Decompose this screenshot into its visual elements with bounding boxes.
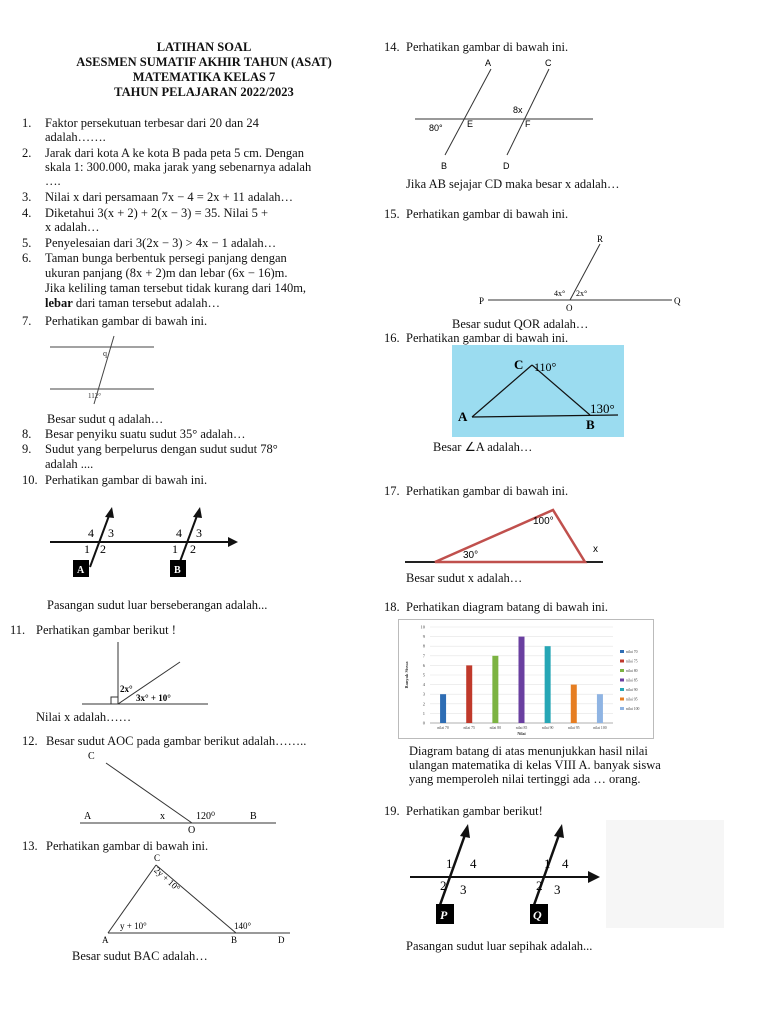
x-tick-label: nilai 80 [489,726,502,730]
angle-x: x [593,544,598,555]
line-tag-b: B [174,565,181,576]
legend-swatch [620,707,624,710]
question-number: 13. [22,839,38,853]
angle-y-plus-10: y + 10° [120,921,147,931]
question-number: 17. [384,484,400,498]
angle-30: 30° [463,550,479,561]
y-tick-label: 1 [422,710,425,716]
title-line-1: LATIHAN SOAL [156,40,252,54]
question-number: 11. [10,623,26,637]
y-axis-label: Banyak Siswa [404,661,409,689]
bold-word: lebar [45,296,73,310]
title-line-2: ASESMEN SUMATIF AKHIR TAHUN (ASAT) [76,55,332,69]
question-text-rest: dari taman tersebut adalah… [72,296,220,310]
question-text: skala 1: 300.000, maka jarak yang sebenarnya adalah [45,160,312,174]
question-text: Perhatikan gambar berikut ! [36,623,176,637]
x-tick-label: nilai 85 [515,726,528,730]
question-followup: Besar sudut q adalah… [47,412,164,426]
line-tag-q: Q [533,908,542,922]
angle-1: 1 [84,542,90,556]
legend-swatch [620,669,624,672]
line-tag-a: A [77,565,85,576]
question-text: Besar penyiku suatu sudut 35° adalah… [45,427,246,441]
angle-2x: 2x° [576,289,588,298]
vertex-b: B [586,417,595,432]
point-b: B [441,161,448,171]
x-tick-label: nilai 100 [593,726,607,730]
question-followup: Besar sudut QOR adalah… [452,317,589,331]
x-tick-label: nilai 70 [437,726,449,730]
legend-label: nilai 95 [626,697,638,702]
bar-nilai-80 [492,656,498,723]
triangle-figure-abc [452,345,624,437]
legend-label: nilai 75 [626,659,638,664]
question-number: 4. [22,206,32,220]
bar-nilai-70 [440,694,446,723]
legend-swatch [620,660,624,663]
point-r: R [597,234,604,244]
angle-100: 100° [533,516,554,527]
question-number: 6. [22,251,32,265]
angle-130: 130° [590,401,615,416]
angle-4: 4 [470,856,477,871]
line-tag-p: P [440,908,448,922]
point-d: D [278,935,285,945]
legend-label: nilai 80 [626,669,638,673]
x-tick-label: nilai 95 [568,726,580,730]
question-text: adalah……. [45,130,106,144]
point-b: B [250,811,257,822]
question-text: Perhatikan gambar di bawah ini. [406,207,569,221]
question-text: Sudut yang berpelurus dengan sudut sudut 78° [45,442,278,456]
question-followup: Pasangan sudut luar sepihak adalah... [406,939,593,953]
parallel-lines-figure [48,334,158,406]
question-text: Besar sudut AOC pada gambar berikut adalah…….. [46,734,307,748]
angle-4: 4 [562,856,569,871]
question-paragraph: Diagram batang di atas menunjukkan hasil nilai [409,744,648,758]
question-text: x adalah… [45,220,100,234]
bar-nilai-90 [545,646,551,723]
angle-2y-plus-10: 2y + 10° [152,865,183,894]
y-tick-label: 3 [422,691,425,697]
point-c: C [545,58,552,68]
angle-3: 3 [460,882,467,897]
point-d: D [503,161,510,171]
question-text: Perhatikan gambar di bawah ini. [406,331,569,345]
legend-label: nilai 70 [626,650,638,654]
question-paragraph: yang memperoleh nilai tertinggi ada … orang. [409,772,641,786]
legend-swatch [620,679,624,682]
vertex-a: A [102,935,109,945]
angle-4: 4 [176,526,182,540]
point-f: F [525,119,531,129]
question-text: …. [45,174,61,188]
vertex-a: A [458,409,468,424]
supplementary-angle-figure [476,230,686,314]
y-tick-label: 7 [422,653,425,659]
legend-swatch [620,698,624,701]
question-text: Perhatikan diagram batang di bawah ini. [406,600,609,614]
angle-1: 1 [544,856,551,871]
question-text: Perhatikan gambar di bawah ini. [406,484,569,498]
question-text: Taman bunga berbentuk persegi panjang dengan [45,251,287,265]
question-text: ukuran panjang (8x + 2)m dan lebar (6x − 16)m. [45,266,288,280]
legend-swatch [620,650,624,653]
question-text: Faktor persekutuan terbesar dari 20 dan 24 [45,116,259,130]
vertex-b: B [231,935,238,945]
straight-angle-figure [78,745,278,835]
complementary-angle-figure [80,640,210,708]
angle-2: 2 [100,542,106,556]
question-paragraph: ulangan matematika di kelas VIII A. banyak siswa [409,758,661,772]
legend-label: nilai 100 [626,707,640,711]
y-tick-label: 10 [420,624,425,630]
question-text: Perhatikan gambar berikut! [406,804,543,818]
question-number: 12. [22,734,38,748]
x-axis-label: Nilai [517,731,526,736]
angle-3: 3 [196,526,202,540]
bar-chart [398,619,654,739]
angle-8x: 8x [513,105,523,115]
question-number: 18. [384,600,400,614]
question-text: Nilai x dari persamaan 7x − 4 = 2x + 11 adalah… [45,190,294,204]
y-tick-label: 0 [422,720,425,726]
point-p: P [479,296,485,306]
legend-swatch [620,688,624,691]
transversal-figure-pq [410,820,725,930]
angle-2x: 2x° [120,684,133,694]
angle-4: 4 [88,526,94,540]
question-followup: Besar sudut x adalah… [406,571,523,585]
angle-2: 2 [440,878,447,893]
question-number: 2. [22,146,32,160]
question-number: 7. [22,314,32,328]
question-text: Jarak dari kota A ke kota B pada peta 5 cm. Dengan [45,146,304,160]
question-followup: Jika AB sejajar CD maka besar x adalah… [406,177,620,191]
question-number: 8. [22,427,32,441]
bar-nilai-95 [571,685,577,723]
legend-label: nilai 90 [626,688,638,692]
y-tick-label: 5 [422,672,425,678]
point-q: Q [674,296,681,306]
question-number: 10. [22,473,38,487]
title-line-3: MATEMATIKA KELAS 7 [132,70,276,84]
point-c: C [88,751,95,762]
transversal-figure-ab [48,505,243,585]
angle-110: 110° [534,360,557,374]
vertex-c: C [154,853,161,863]
y-tick-label: 8 [422,643,425,649]
question-text: Jika keliling taman tersebut tidak kurang dari 140m, [45,281,307,295]
triangle-exterior-x-figure [405,500,605,568]
angle-2: 2 [190,542,196,556]
question-number: 14. [384,40,400,54]
y-tick-label: 4 [422,682,425,688]
x-tick-label: nilai 75 [463,726,475,730]
question-number: 5. [22,236,32,250]
question-followup: Besar ∠A adalah… [433,440,533,454]
point-e: E [467,119,474,129]
question-followup: Besar sudut BAC adalah… [72,949,208,963]
question-number: 16. [384,331,400,345]
angle-x: x [160,811,165,822]
angle-120: 120⁰ [196,811,216,822]
angle-1: 1 [446,856,453,871]
angle-3: 3 [108,526,114,540]
bar-nilai-85 [519,637,525,723]
point-o: O [566,303,573,313]
question-text: adalah .... [45,457,94,471]
question-number: 19. [384,804,400,818]
point-a: A [84,811,92,822]
question-text: Perhatikan gambar di bawah ini. [46,839,209,853]
question-number: 3. [22,190,32,204]
vertex-c: C [514,357,524,372]
y-tick-label: 2 [422,701,425,707]
angle-3x-plus-10: 3x° + 10° [136,693,171,703]
question-text: Diketahui 3(x + 2) + 2(x − 3) = 35. Nilai 5 + [45,206,269,220]
question-number: 1. [22,116,32,130]
point-o: O [188,825,196,835]
question-text: Perhatikan gambar di bawah ini. [406,40,569,54]
question-text: Perhatikan gambar di bawah ini. [45,473,208,487]
x-tick-label: nilai 90 [541,726,554,730]
angle-3: 3 [554,882,561,897]
angle-80: 80° [429,123,443,133]
angle-label-q: q [103,349,107,358]
legend-label: nilai 85 [626,678,638,683]
angle-2: 2 [536,878,543,893]
question-text: Perhatikan gambar di bawah ini. [45,314,208,328]
angle-label-112: 112° [88,392,102,400]
question-followup: Nilai x adalah…… [36,710,132,724]
angle-1: 1 [172,542,178,556]
title-line-4: TAHUN PELAJARAN 2022/2023 [114,85,294,99]
question-text: Penyelesaian dari 3(2x − 3) > 4x − 1 adalah… [45,236,277,250]
question-followup: Pasangan sudut luar berseberangan adalah... [47,598,268,612]
question-number: 15. [384,207,400,221]
question-number: 9. [22,442,32,456]
bar-nilai-100 [597,694,603,723]
y-tick-label: 6 [422,662,425,668]
triangle-exterior-figure [96,851,296,947]
point-a: A [485,58,492,68]
parallel-transversal-figure [415,55,595,175]
y-tick-label: 9 [422,634,425,640]
angle-4x: 4x° [554,289,566,298]
question-text [45,296,220,311]
bar-nilai-75 [466,665,472,723]
angle-140: 140° [234,921,252,931]
